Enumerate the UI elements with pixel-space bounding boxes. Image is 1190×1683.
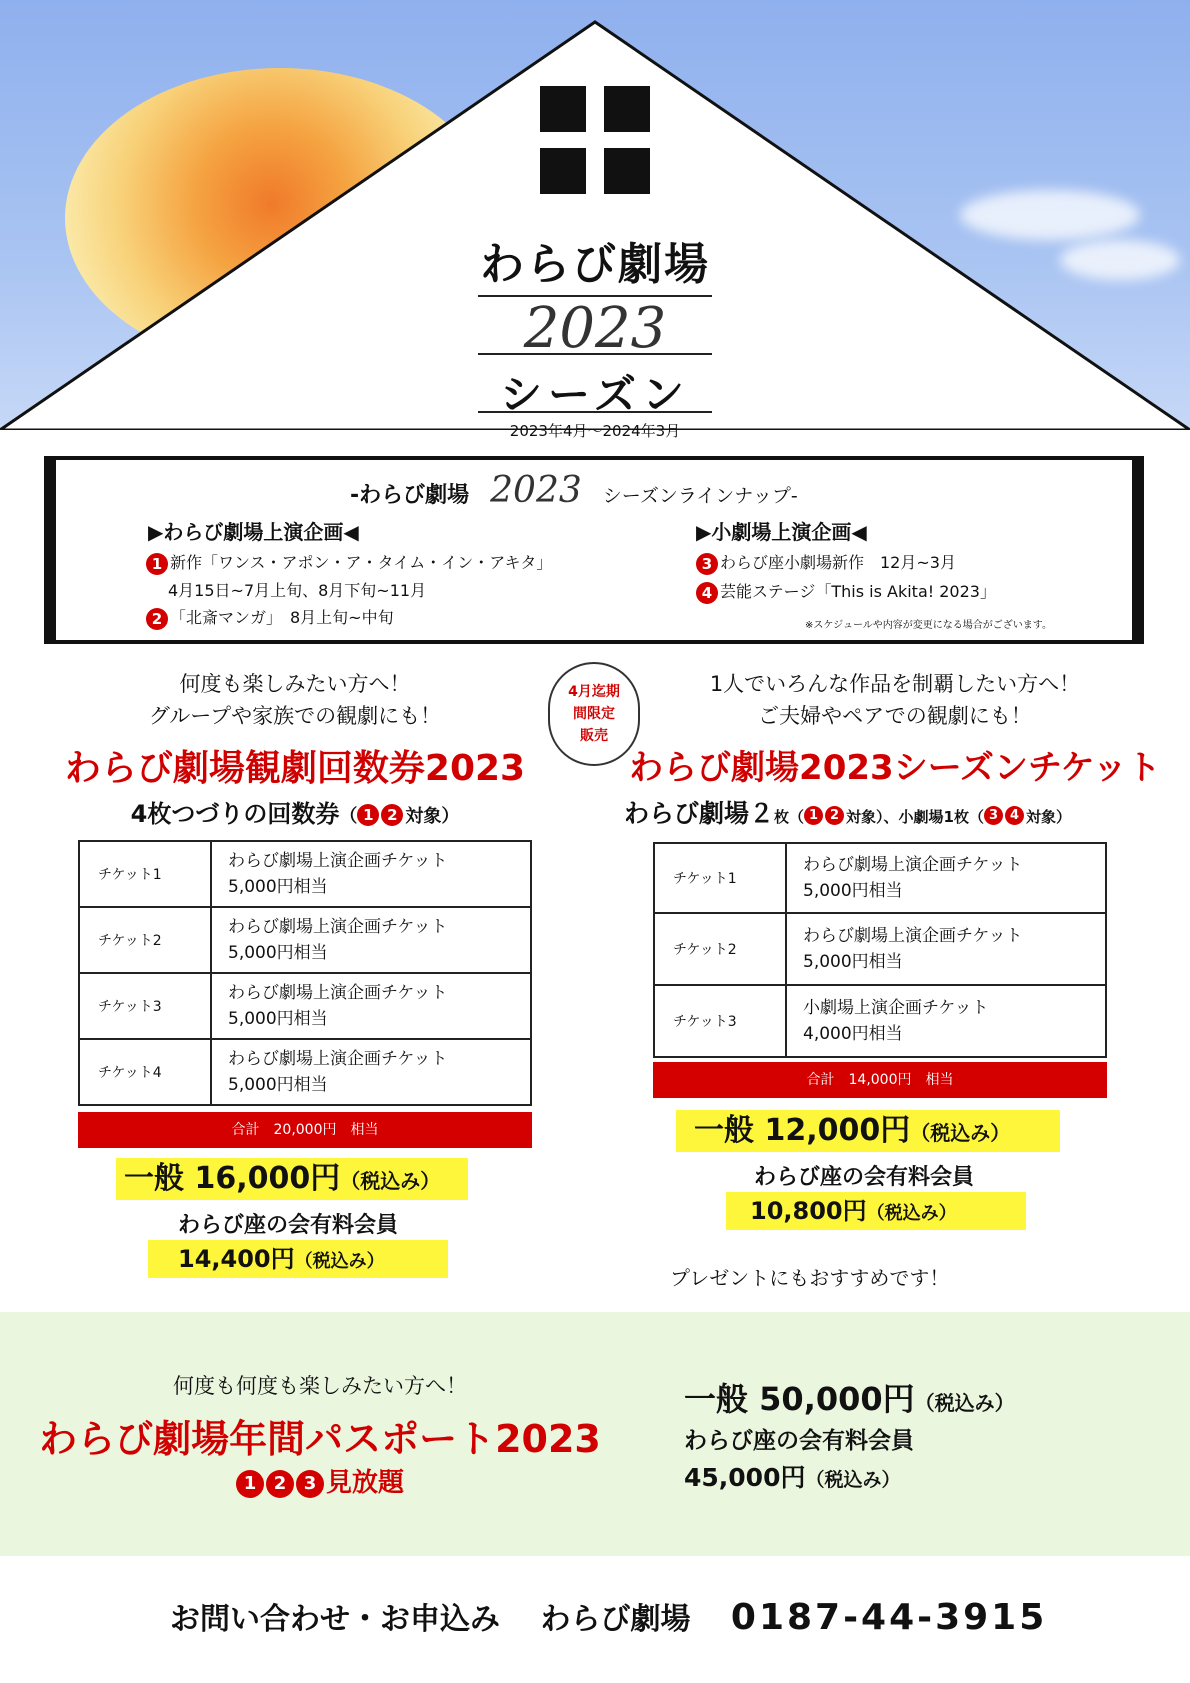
number-1-icon: 1 [357,804,379,826]
passport-title: わらび劇場年間パスポート2023 [39,1417,601,1461]
ticket-label: チケット1 [654,843,786,913]
coupon-tagline-2: グループや家族での観劇にも！ [148,704,442,728]
number-2-icon: 2 [381,804,403,826]
lineup-title-year: 2023 [490,470,582,511]
ticket-label: チケット4 [79,1039,211,1105]
contact-org: わらび劇場 [540,1602,691,1637]
ticket-name: わらび劇場上演企画チケット [803,926,1023,946]
season-ticket-table [653,842,1107,1058]
coupon-title: わらび劇場観劇回数券2023 [64,748,526,789]
table-row [654,985,1106,1057]
ticket-amount: 5,000円相当 [228,1075,328,1095]
price-label: 一般 [124,1161,184,1196]
number-3-icon: 3 [696,553,718,575]
number-2-icon: 2 [825,806,844,825]
coupon-ticket-table [78,840,532,1106]
passport-general-price [684,1374,1015,1420]
coupon-total-bar: 合計 20,000円 相当 [78,1112,532,1148]
contact-label: お問い合わせ・お申込み [170,1602,500,1637]
number-2-icon: 2 [266,1470,294,1498]
coupon-general-price [116,1158,468,1200]
member-price-tax: （税込み） [294,1251,385,1272]
ticket-name: わらび劇場上演企画チケット [228,1049,448,1069]
season-ticket-subtitle [624,794,1184,830]
season-year: 2023 [523,296,667,361]
season-ticket-title: わらび劇場2023シーズンチケット [629,748,1161,788]
lineup-item-1-dates: 4月15日~7月上旬、8月下旬~11月 [168,581,427,600]
ticket-amount: 5,000円相当 [228,877,328,897]
price-tax: （税込み） [914,1391,1015,1415]
price-tax: （税込み） [910,1121,1011,1145]
passport-member-label: わらび座の会有料会員 [684,1428,914,1454]
ticket-amount: 5,000円相当 [803,881,903,901]
number-1-icon: 1 [804,806,823,825]
price-value: 12,000円 [764,1113,911,1148]
number-3-icon: 3 [984,806,1003,825]
season-member-price [726,1192,1026,1230]
season-total-bar: 合計 14,000円 相当 [653,1062,1107,1098]
season-sub-b: 枚（ [774,808,805,826]
passport-coverage [40,1462,600,1499]
number-1-icon: 1 [236,1470,264,1498]
season-gift-note: プレゼントにもおすすめです！ [670,1266,950,1290]
ticket-label: チケット1 [79,841,211,907]
ticket-label: チケット2 [654,913,786,985]
number-1-icon: 1 [146,553,168,575]
ticket-value [211,973,531,1039]
ticket-amount: 5,000円相当 [228,943,328,963]
coupon-subtitle-open: （ [339,806,358,827]
number-2-icon: 2 [146,608,168,630]
lineup-note: ※スケジュールや内容が変更になる場合がございます。 [805,620,1052,631]
season-tagline-1: 1人でいろんな作品を制覇したい方へ！ [709,672,1081,696]
table-row [79,841,531,907]
season-label: シーズン [500,370,690,419]
price-value: 16,000円 [194,1161,341,1196]
lineup-item-1 [146,550,552,575]
lineup-title-prefix: -わらび劇場 [350,483,470,508]
ticket-name: わらび劇場上演企画チケット [803,855,1023,875]
ticket-value [211,841,531,907]
number-4-icon: 4 [1005,806,1024,825]
ticket-label: チケット3 [79,973,211,1039]
member-price-value: 14,400円 [178,1245,295,1273]
ticket-name: 小劇場上演企画チケット [803,998,989,1018]
ticket-amount: 5,000円相当 [228,1009,328,1029]
season-period: 2023年4月～2024年3月 [509,422,681,440]
season-sub-e: 対象） [1026,808,1072,826]
limited-sale-text: 4月迄期間限定販売 [568,684,620,744]
lineup-left-heading: ▶わらび劇場上演企画◀ [148,520,359,544]
ticket-value [786,913,1106,985]
number-3-icon: 3 [296,1470,324,1498]
price-tax: （税込み） [340,1169,441,1193]
ticket-value [786,843,1106,913]
season-sub-c: 対象）、小劇場1 [846,808,954,826]
passport-member-price [684,1458,901,1494]
ticket-name: わらび劇場上演企画チケット [228,917,448,937]
season-sub-d: 枚（ [953,808,984,826]
member-price-tax: （税込み） [805,1469,901,1491]
coupon-subtitle-main: 4枚つづりの回数券 [130,800,340,828]
price-label: 一般 [684,1380,749,1418]
table-row [79,907,531,973]
table-row [654,913,1106,985]
ticket-name: わらび劇場上演企画チケット [228,983,448,1003]
ticket-name: わらび劇場上演企画チケット [228,851,448,871]
ticket-amount: 4,000円相当 [803,1024,903,1044]
lineup-item-text: 芸能ステージ「This is Akita! 2023」 [720,582,996,601]
ticket-amount: 5,000円相当 [803,952,903,972]
passport-tagline: 何度も何度も楽しみたい方へ！ [173,1374,467,1398]
lineup-title-suffix: シーズンラインナップ- [602,485,798,507]
price-label: 一般 [694,1113,754,1148]
lineup-item-text: 「北斎マンガ」 8月上旬~中旬 [170,608,394,627]
season-member-label: わらび座の会有料会員 [754,1165,975,1190]
lineup-item-text: わらび座小劇場新作 12月~3月 [720,553,956,572]
lineup-right-heading: ▶小劇場上演企画◀ [696,520,867,544]
lineup-item-3 [696,550,956,575]
coupon-subtitle [40,794,550,829]
coupon-tagline-1: 何度も楽しみたい方へ！ [179,672,411,696]
ticket-value [211,1039,531,1105]
ticket-label: チケット2 [79,907,211,973]
coupon-member-price [148,1240,448,1278]
contact-phone[interactable]: 0187-44-3915 [730,1597,1048,1638]
ticket-value [786,985,1106,1057]
ticket-label: チケット3 [654,985,786,1057]
lineup-item-2 [146,605,394,630]
ticket-value [211,907,531,973]
lineup-item-text: 新作「ワンス・アポン・ア・タイム・イン・アキタ」 [170,553,553,572]
member-price-value: 10,800円 [750,1197,867,1225]
season-tagline-2: ご夫婦やペアでの観劇にも！ [758,704,1032,728]
lineup-title [350,470,890,511]
contact-line [170,1594,1070,1638]
price-value: 50,000円 [759,1380,915,1418]
season-general-price [676,1110,1060,1152]
coverage-text: 見放題 [325,1468,404,1498]
lineup-item-4 [696,579,996,604]
coupon-subtitle-target: 対象） [405,806,460,827]
number-4-icon: 4 [696,582,718,604]
season-sub-a: わらび劇場２ [624,799,775,828]
table-row [79,973,531,1039]
table-row [654,843,1106,913]
page-title: わらび劇場 [480,239,710,290]
table-row [79,1039,531,1105]
member-price-value: 45,000円 [684,1463,806,1492]
coupon-member-label: わらび座の会有料会員 [178,1213,399,1238]
member-price-tax: （税込み） [866,1203,957,1224]
